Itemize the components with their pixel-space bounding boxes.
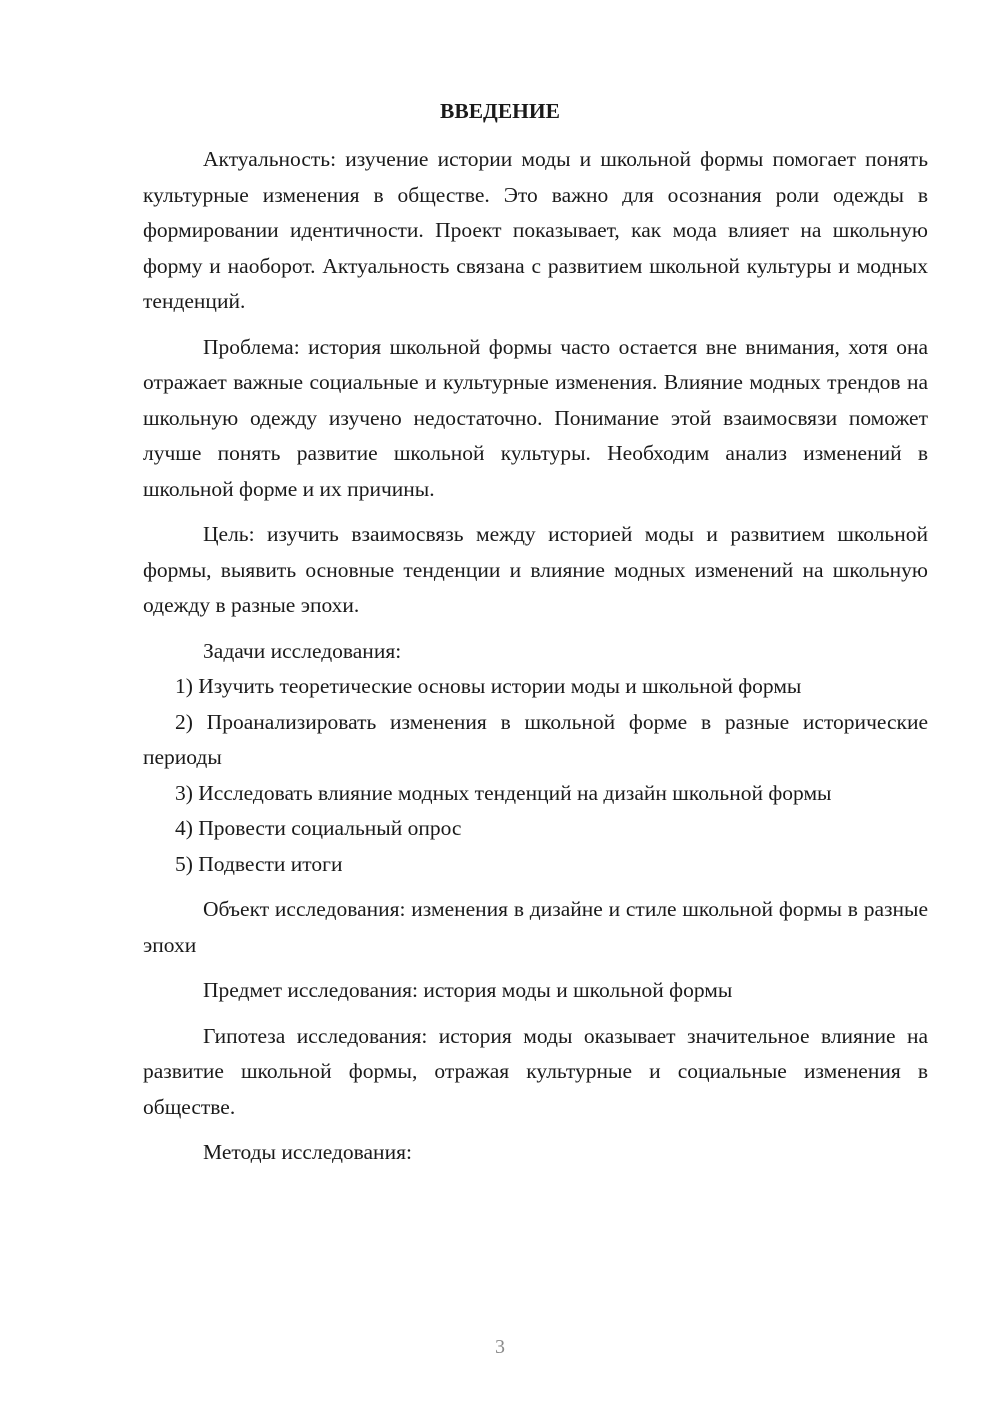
task-item-4: 4) Провести социальный опрос [175,816,462,840]
tasks-heading: Задачи исследования: [203,638,402,663]
page-number: 3 [495,1336,505,1358]
paragraph-relevance: Актуальность: изучение истории моды и школьной формы помогает понять культурные изменения в обществе. Это важно для осознания роли одежды в формировании идентичности. Проект показывает, как мода влияет на школьную форму и наоборот. Актуальность связана с развитием школьной культуры и модных тенденций. [143,147,928,313]
page-title: ВВЕДЕНИЕ [440,99,560,123]
paragraph-object: Объект исследования: изменения в дизайне и стиле школьной формы в разные эпохи [143,897,928,957]
paragraph-subject: Предмет исследования: история моды и школьной формы [203,978,733,1002]
paragraph-methods: Методы исследования: [203,1140,412,1164]
paragraph-hypothesis: Гипотеза исследования: история моды оказывает значительное влияние на развитие школьной формы, отражая культурные и социальные изменения в обществе. [143,1023,928,1119]
document-body [143,142,928,1171]
paragraph-problem: Проблема: история школьной формы часто остается вне внимания, хотя она отражает важные социальные и культурные изменения. Влияние модных трендов на школьную одежду изучено недостаточно. Понимание этой взаимосвязи поможет лучше понять развитие школьной культуры. Необходим анализ изменений в школьной форме и их причины. [143,334,928,501]
task-item-3: 3) Исследовать влияние модных тенденций на дизайн школьной формы [175,780,832,805]
task-item-1: 1) Изучить теоретические основы истории моды и школьной формы [175,674,802,698]
task-item-2: 2) Проанализировать изменения в школьной форме в разные исторические периоды [143,709,928,769]
paragraph-goal: Цель: изучить взаимосвязь между историей моды и развитием школьной формы, выявить основные тенденции и влияние модных изменений на школьную одежду в разные эпохи. [143,522,928,617]
task-item-5: 5) Подвести итоги [175,851,343,876]
